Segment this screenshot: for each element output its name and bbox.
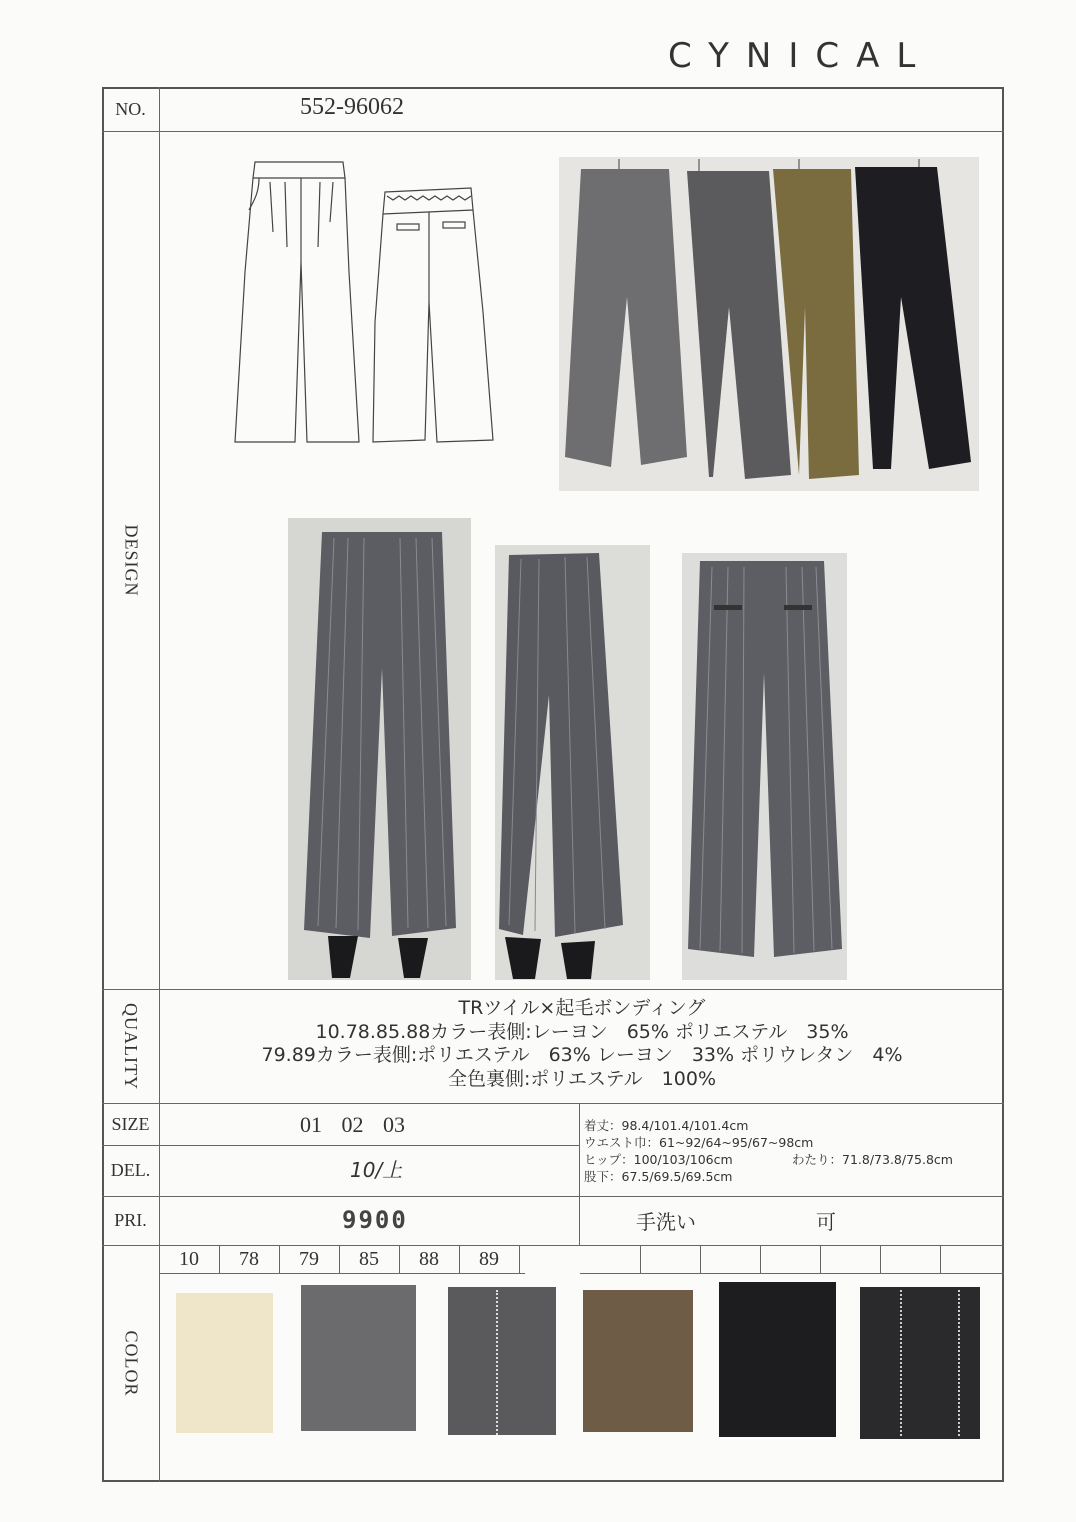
- care-cell-divider: [640, 1245, 641, 1273]
- quality-line: 10.78.85.88カラー表側:レーヨン 65% ポリエステル 35%: [315, 1020, 849, 1043]
- code-cell-divider: [519, 1245, 520, 1273]
- label-size: SIZE: [111, 1113, 150, 1134]
- pinstripe: [958, 1290, 962, 1436]
- label-design: [102, 131, 159, 989]
- photo-model-side: [495, 545, 650, 980]
- quality-line: 79.89カラー表側:ポリエステル 63% レーヨン 33% ポリウレタン 4%: [261, 1044, 903, 1066]
- size-list: 01 02 03: [300, 1112, 405, 1137]
- price: 9900: [342, 1206, 408, 1234]
- delivery-date: 10/上: [350, 1158, 403, 1182]
- color-code: 85: [359, 1248, 379, 1270]
- care-cell-divider: [940, 1245, 941, 1273]
- label-color: [102, 1245, 159, 1482]
- label-quality-text: QUALITY: [121, 1002, 142, 1090]
- care-cell-divider: [820, 1245, 821, 1273]
- quality-description: [160, 997, 1004, 1091]
- care-cell-divider: [700, 1245, 701, 1273]
- row-divider-size: [102, 1145, 580, 1146]
- color-code: 79: [299, 1248, 319, 1270]
- label-no: NO.: [115, 98, 146, 119]
- color-code-divider: [159, 1273, 525, 1274]
- fabric-swatch-78: [301, 1285, 416, 1431]
- model-back-illustration: [682, 553, 847, 980]
- label-pri: PRI.: [114, 1210, 147, 1230]
- label-color-text: COLOR: [121, 1330, 142, 1397]
- model-side-illustration: [495, 545, 650, 980]
- care-cell-divider: [760, 1245, 761, 1273]
- fabric-swatch-88: [719, 1282, 836, 1437]
- color-code: 10: [179, 1248, 199, 1270]
- row-divider-no: [102, 131, 1004, 132]
- care-grid-bottom: [580, 1273, 1004, 1274]
- measure-inseam: 股下：67.5/69.5/69.5cm: [584, 1169, 733, 1184]
- care-ok: 可: [816, 1210, 836, 1234]
- fabric-swatch-10: [176, 1293, 273, 1433]
- color-code: 78: [239, 1248, 259, 1270]
- photo-model-front: [288, 518, 471, 980]
- fabric-swatch-89: [860, 1287, 980, 1439]
- measure-length: 着丈：98.4/101.4/101.4cm: [584, 1118, 749, 1133]
- quality-line: 全色裏側:ポリエステル 100%: [447, 1067, 716, 1090]
- flat-sketch-drawing: [225, 152, 515, 452]
- row-divider-del: [102, 1196, 1004, 1197]
- measure-hip: ヒップ：100/103/106cm: [584, 1152, 733, 1167]
- care-cell-divider: [880, 1245, 881, 1273]
- measure-waist: ウエスト巾：61~92/64~95/67~98cm: [584, 1135, 814, 1150]
- photo-model-back: [682, 553, 847, 980]
- label-quality: [102, 989, 159, 1103]
- pinstripe: [900, 1290, 904, 1436]
- color-code: 89: [479, 1248, 499, 1270]
- hanger-pants-illustration: [559, 157, 979, 491]
- label-del: DEL.: [110, 1160, 151, 1180]
- label-design-text: DESIGN: [121, 524, 141, 596]
- item-number: 552-96062: [300, 94, 404, 120]
- pinstripe: [496, 1290, 500, 1435]
- row-divider-quality: [102, 1103, 1004, 1104]
- row-divider-pri: [102, 1245, 1004, 1246]
- photo-colorway-hangers: [559, 157, 979, 491]
- fabric-swatch-79: [448, 1287, 556, 1435]
- measure-thigh: わたり：71.8/73.8/75.8cm: [792, 1152, 953, 1167]
- quality-line: TRツイル×起毛ボンディング: [458, 997, 706, 1019]
- fabric-swatch-85: [583, 1290, 693, 1432]
- row-divider-design: [102, 989, 1004, 990]
- brand-logo: CYNICAL: [668, 36, 933, 76]
- color-code: 88: [419, 1248, 439, 1270]
- care-wash: 手洗い: [636, 1210, 696, 1234]
- model-front-illustration: [288, 518, 471, 980]
- spec-divider: [579, 1103, 580, 1245]
